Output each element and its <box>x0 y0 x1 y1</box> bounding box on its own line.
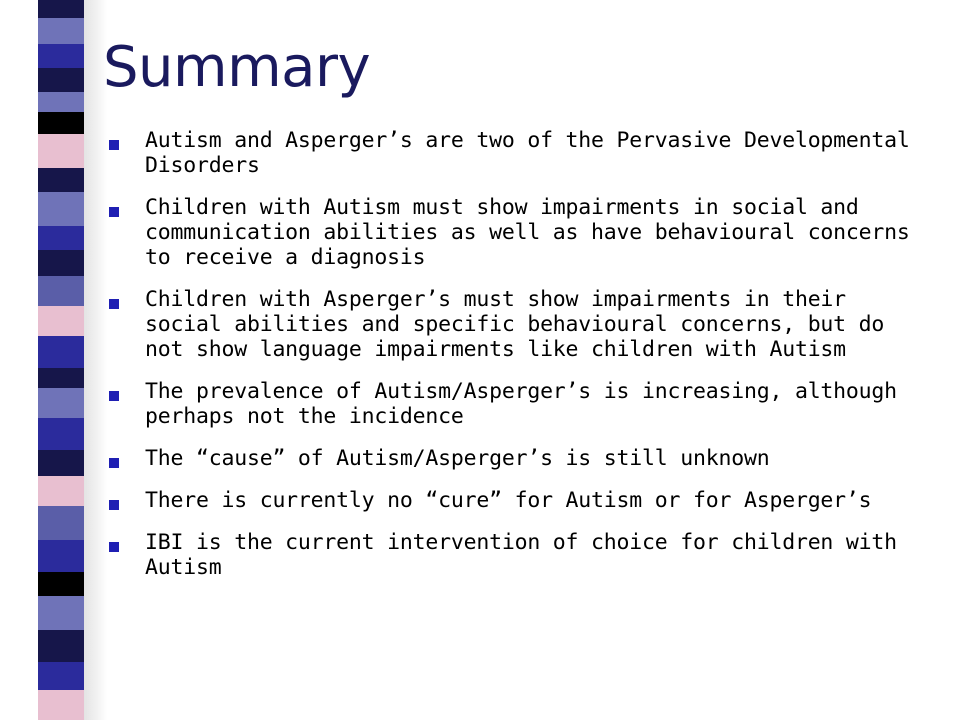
stripe-block <box>38 630 84 662</box>
stripe-block <box>38 690 84 720</box>
bullet-item <box>107 530 927 580</box>
bullet-item <box>107 488 927 513</box>
bullet-item <box>107 128 927 178</box>
stripe-block <box>38 18 84 44</box>
bullet-text: IBI is the current intervention of choice for children with Autism <box>145 530 897 580</box>
stripe-block <box>38 192 84 226</box>
stripe-block <box>38 226 84 250</box>
stripe-block <box>38 506 84 540</box>
bullet-item <box>107 195 927 270</box>
stripe-block <box>38 250 84 276</box>
bullet-item <box>107 287 927 362</box>
stripe-shadow <box>84 0 107 720</box>
square-bullet-icon <box>109 542 119 552</box>
square-bullet-icon <box>109 299 119 309</box>
bullet-text: There is currently no “cure” for Autism or for Asperger’s <box>145 488 872 513</box>
stripe-block <box>38 450 84 476</box>
bullet-text: The “cause” of Autism/Asperger’s is still unknown <box>145 446 770 471</box>
bullet-text: Children with Asperger’s must show impairments in their social abilities and specific behavioural concerns, but do not show language impairments like children with Autism <box>145 287 885 362</box>
bullet-text: The prevalence of Autism/Asperger’s is increasing, although perhaps not the incidence <box>145 379 897 429</box>
stripe-block <box>38 418 84 450</box>
stripe-block <box>38 572 84 596</box>
stripe-block <box>38 0 84 18</box>
stripe-block <box>38 662 84 690</box>
stripe-block <box>38 168 84 192</box>
stripe-block <box>38 596 84 630</box>
stripe-block <box>38 44 84 68</box>
square-bullet-icon <box>109 140 119 150</box>
square-bullet-icon <box>109 500 119 510</box>
stripe-block <box>38 68 84 92</box>
stripe-block <box>38 134 84 168</box>
stripe-block <box>38 476 84 506</box>
bullet-list <box>107 128 927 597</box>
bullet-text: Autism and Asperger’s are two of the Pervasive Developmental Disorders <box>145 128 910 178</box>
stripe-block <box>38 388 84 418</box>
stripe-block <box>38 112 84 134</box>
square-bullet-icon <box>109 391 119 401</box>
stripe-block <box>38 92 84 112</box>
bullet-text: Children with Autism must show impairments in social and communication abilities as well as have behavioural concerns to receive a diagnosis <box>145 195 910 270</box>
stripe-block <box>38 276 84 306</box>
square-bullet-icon <box>109 458 119 468</box>
slide-title: Summary <box>103 35 371 100</box>
stripe-block <box>38 540 84 572</box>
stripe-block <box>38 306 84 336</box>
decorative-stripe <box>38 0 84 720</box>
square-bullet-icon <box>109 207 119 217</box>
bullet-item <box>107 379 927 429</box>
stripe-block <box>38 368 84 388</box>
bullet-item <box>107 446 927 471</box>
stripe-block <box>38 336 84 368</box>
